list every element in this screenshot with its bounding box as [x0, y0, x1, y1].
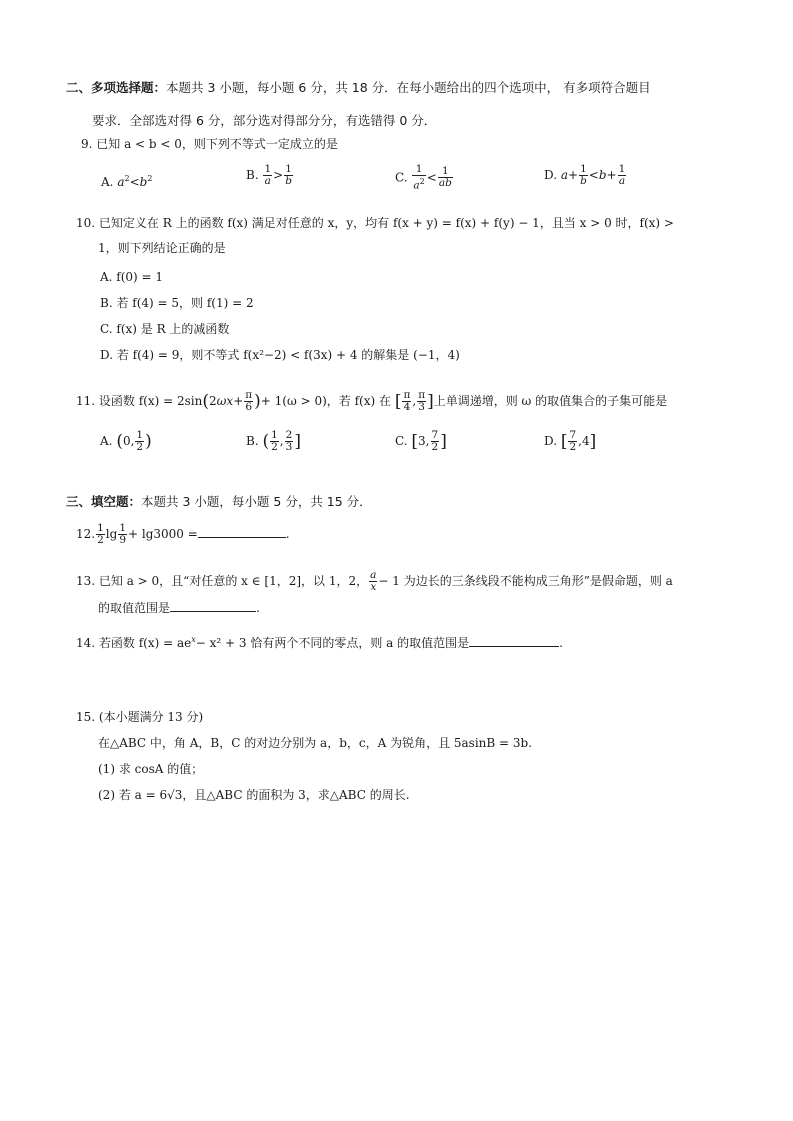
q14-answer-blank[interactable]: [469, 633, 559, 647]
q15-line3: (2) 若 a = 6√3，且△ABC 的面积为 3，求△ABC 的周长.: [98, 788, 410, 802]
section2-desc1: 本题共 3 小题，每小题 6 分，共 18 分．在每小题给出的四个选项中， 有多项符合题目: [166, 80, 651, 95]
q9-stem: 9. 已知 a < b < 0，则下列不等式一定成立的是: [81, 137, 338, 151]
q10-option-d: D. 若 f(4) = 9，则不等式 f(x²−2) < f(3x) + 4 的解集是 (−1，4): [100, 348, 460, 362]
q10-stem2: 1，则下列结论正确的是: [98, 241, 226, 255]
q13-stem: 13. 已知 a > 0，且“对任意的 x ∈ [1，2]，以 1，2， $\frac{a}{x}$ − 1 为边长的三条线段不能构成三角形”是假命题，则 a: [76, 569, 673, 593]
q10-option-c: C. f(x) 是 R 上的减函数: [100, 322, 230, 336]
q14-stem: 14. 若函数 $f(x) = ae^x- x^2 + 3$ 恰有两个不同的零点，则 a 的取值范围是 .: [76, 635, 563, 650]
q13-answer-blank[interactable]: [170, 598, 256, 612]
section2-desc2: 要求．全部选对得 6 分，部分选对得部分分，有选错得 0 分．: [92, 113, 437, 128]
q10-option-a: A. f(0) = 1: [100, 270, 164, 284]
q11-stem: 11. 设函数 f(x) = 2sin(2ωx+ $\frac{\pi}{6}$ )+ 1(ω > 0)，若 f(x) 在 [ $\frac{\pi}{4}$ , $\frac{\pi}{3}$ ]上单调递增，则 ω 的取值集合的子集可能是: [76, 389, 668, 413]
q9-option-a: A. $a^2<b^2$: [101, 174, 153, 189]
q11-option-b: B. ( $\frac{1}{2}$ , $\frac{2}{3}$ ]: [246, 429, 301, 453]
q12-answer-blank[interactable]: [198, 524, 286, 538]
q10-stem1: 10. 已知定义在 R 上的函数 f(x) 满足对任意的 x，y，均有 f(x + y) = f(x) + f(y) − 1，且当 x > 0 时，f(x) >: [76, 216, 674, 230]
q9-option-c: C. $\frac{1}{a^2}$ < $\frac{1}{ab}$: [395, 163, 452, 192]
section3-desc: 本题共 3 小题，每小题 5 分，共 15 分．: [141, 494, 372, 509]
q10-option-b: B. 若 f(4) = 5，则 f(1) = 2: [100, 296, 254, 310]
q13-stem2: 的取值范围是 .: [98, 598, 260, 616]
q11-option-a: A. (0, $\frac{1}{2}$ ): [100, 429, 152, 453]
q15-line1: 在△ABC 中，角 A，B，C 的对边分别为 a，b，c，A 为锐角，且 5asinB = 3b.: [98, 736, 533, 750]
q15-head: 15. (本小题满分 13 分): [76, 710, 204, 724]
section2-heading: [66, 80, 651, 96]
section2-title: 二、多项选择题：: [66, 80, 167, 95]
q9-option-d: D. a+ $\frac{1}{b}$ <b+ $\frac{1}{a}$: [544, 163, 626, 187]
q11-option-c: C. [3, $\frac{7}{2}$ ]: [395, 429, 447, 453]
q9-option-b: B. $\frac{1}{a}$ > $\frac{1}{b}$: [246, 163, 292, 187]
section3-heading: [66, 494, 372, 510]
section3-title: 三、填空题：: [66, 494, 142, 509]
q15-line2: (1) 求 cosA 的值；: [98, 762, 204, 776]
q11-option-d: D. [ $\frac{7}{2}$ ,4]: [544, 429, 597, 453]
q12-stem: 12. $\frac{1}{2}$ lg $\frac{1}{9}$ + lg3000 = .: [76, 522, 290, 546]
